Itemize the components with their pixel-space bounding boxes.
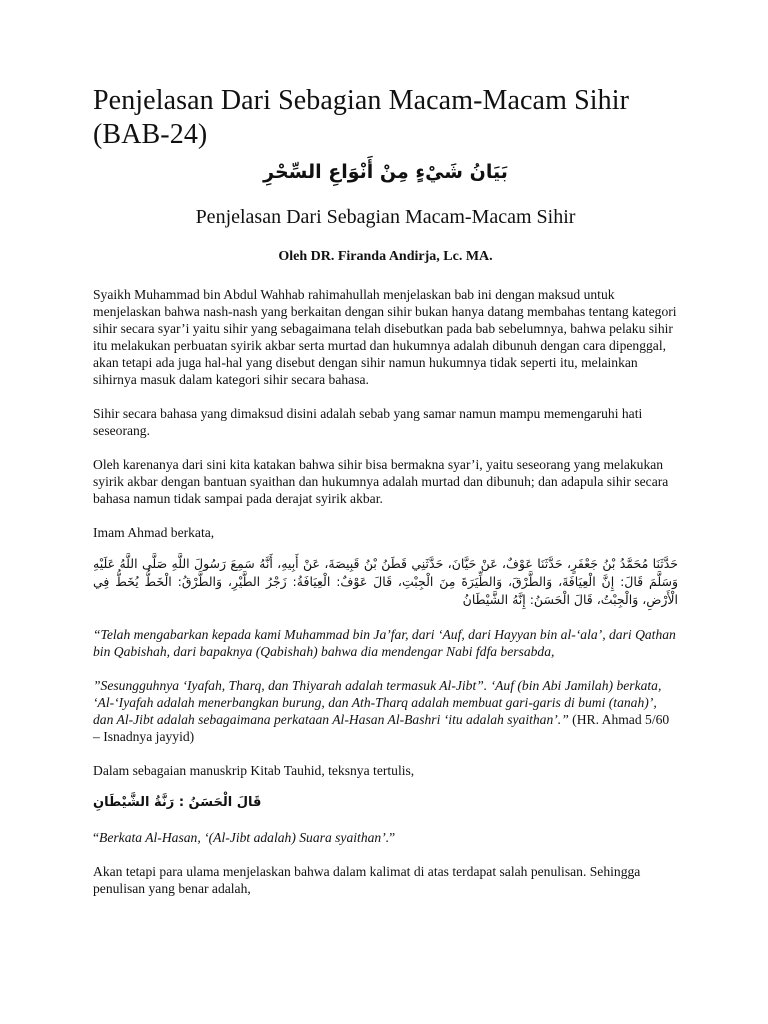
subtitle: Penjelasan Dari Sebagian Macam-Macam Sihir <box>195 206 576 228</box>
arabic-heading: بَيَانُ شَيْءٍ مِنْ أَنْوَاعِ السِّحْرِ <box>263 161 508 183</box>
hasan-quote-italic: Berkata Al-Hasan, ‘(Al-Jibt adalah) Suara syaithan’. <box>99 830 390 845</box>
paragraph-correction: Akan tetapi para ulama menjelaskan bahwa dalam kalimat di atas terdapat salah penulisan. Sehingga penulisan yang benar adalah, <box>93 864 641 896</box>
quote-open: “ <box>93 830 100 845</box>
paragraph-hadith-meaning <box>93 677 678 745</box>
author-line: Oleh DR. Firanda Andirja, Lc. MA. <box>278 249 493 264</box>
arabic-short-quote <box>93 793 678 812</box>
quote-close: ” <box>389 830 396 845</box>
paragraph-categories: Oleh karenanya dari sini kita katakan bahwa sihir bisa bermakna syar’i, yaitu seseorang yang melakukan syirik akbar dengan bantuan syaithan dan hukumnya adalah murtad dan dibunuh; dan adapula sihir secara bahasa namun tidak sampai pada derajat syirik akbar. <box>93 457 669 506</box>
paragraph-manuscript: Dalam sebagaian manuskrip Kitab Tauhid, teksnya tertulis, <box>93 763 415 778</box>
hadith-meaning-italic: ”Sesungguhnya ‘Iyafah, Tharq, dan Thiyarah adalah termasuk Al-Jibt”. ‘Auf (bin Abi Jamilah) berkata, ‘Al-‘Iyafah adalah menerbangkan burung, dan Ath-Tharq adalah membuat gari-garis di bumi (tanah)’, dan Al-Jibt adalah sebagaimana perkataan Al-Hasan Al-Bashri ‘itu adalah syaithan’.” <box>93 678 662 727</box>
paragraph-definition: Sihir secara bahasa yang dimaksud disini adalah sebab yang samar namun mampu memengaruhi hati seseorang. <box>93 406 643 438</box>
hadith-reference: (HR. Ahmad 5/60 – Isnadnya jayyid) <box>93 712 670 744</box>
arabic-hadith: حَدَّثَنَا مُحَمَّدُ بْنُ جَعْفَرٍ، حَدَّثَنَا عَوْفٌ، عَنْ حَيَّانَ، حَدَّثَنِي قَطَنُ بْنُ قَبِيصَةَ، عَنْ أَبِيهِ، أَنَّهُ سَمِعَ رَسُولَ اللَّهِ صَلَّى اللَّهُ عَلَيْهِ وَسَلَّمَ قَالَ: إِنَّ الْعِيَافَةَ، وَالطَّرْقَ، وَالطِّيَرَةَ مِنَ الْجِبْتِ، قَالَ عَوْفٌ: الْعِيَافَةُ: زَجْرُ الطَّيْرِ، وَالطَّرْقُ: الْخَطُّ يُخَطُّ فِي الْأَرْضِ، وَالْجِبْتُ، قَالَ الْحَسَنُ: إِنَّهُ الشَّيْطَانُ <box>93 556 678 607</box>
paragraph-translation: “Telah mengabarkan kepada kami Muhammad bin Ja’far, dari ‘Auf, dari Hayyan bin al-‘ala’, dari Qathan bin Qabishah, dari bapaknya (Qabishah) bahwa dia mendengar Nabi fdfa bersabda, <box>93 627 676 659</box>
paragraph-intro: Syaikh Muhammad bin Abdul Wahhab rahimahullah menjelaskan bab ini dengan maksud untuk menjelaskan bahwa nash-nash yang berkaitan dengan sihir bukan hanya datang membahas tentang kategori sihir secara syar’i yaitu sihir yang sebagaimana telah disebutkan pada bab sebelumnya, bahwa pelaku sihir itu melakukan perbuatan syirik akbar serta murtad dan hukumnya adalah dibunuh dengan cara dipenggal, akan tetapi ada juga hal-hal yang disebut dengan sihir namun hukumnya tidak seperti itu, melainkan sihirnya masuk dalam kategori sihir secara bahasa. <box>93 287 677 387</box>
page-title: Penjelasan Dari Sebagian Macam-Macam Sihir (BAB-24) <box>93 85 630 150</box>
document-page <box>93 84 678 897</box>
arabic-short-text: قَالَ الْحَسَنُ : رَنَّةُ الشَّيْطَانِ <box>93 795 262 810</box>
paragraph-hasan-quote <box>93 829 678 846</box>
paragraph-imam-ahmad: Imam Ahmad berkata, <box>93 525 215 540</box>
